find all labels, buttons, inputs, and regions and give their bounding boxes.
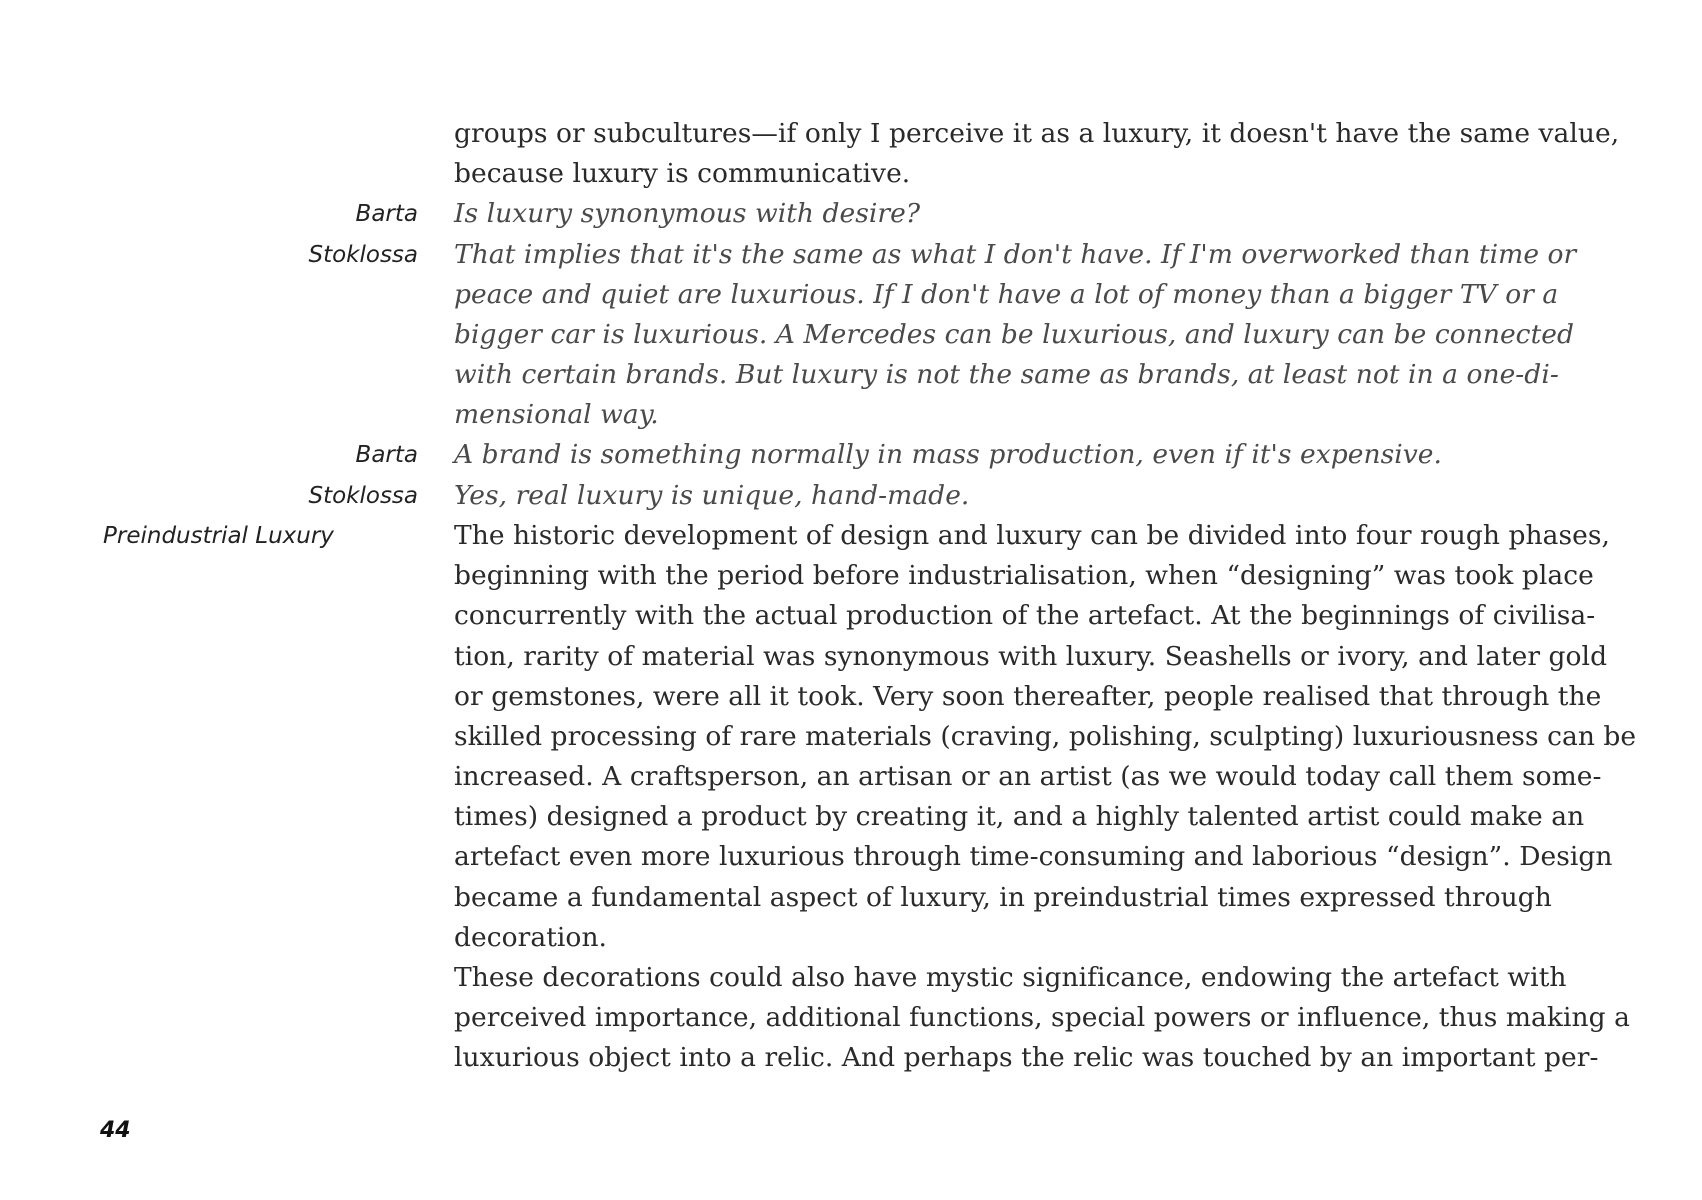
- body-line: times) designed a product by creating it, and a highly talented artist could make an: [454, 801, 1585, 832]
- dialogue-line: Yes, real luxury is unique, hand-made.: [454, 480, 970, 511]
- body-line: luxurious object into a relic. And perhaps the relic was touched by an important per-: [454, 1042, 1599, 1073]
- body-line: perceived importance, additional functions, special powers or influence, thus making a: [454, 1002, 1630, 1033]
- speaker-label: Stoklossa: [308, 483, 418, 509]
- body-line: skilled processing of rare materials (craving, polishing, sculpting) luxuriousness can be: [454, 721, 1637, 752]
- dialogue-line: A brand is something normally in mass production, even if it's expensive.: [454, 439, 1442, 470]
- intro-line: because luxury is communicative.: [454, 158, 911, 189]
- dialogue-line: with certain brands. But luxury is not the same as brands, at least not in a one-di-: [454, 359, 1559, 390]
- body-line: tion, rarity of material was synonymous with luxury. Seashells or ivory, and later gold: [454, 641, 1608, 672]
- dialogue-line: Is luxury synonymous with desire?: [454, 198, 921, 229]
- body-line: or gemstones, were all it took. Very soon thereafter, people realised that through the: [454, 681, 1602, 712]
- body-line: decoration.: [454, 922, 608, 953]
- body-line: became a fundamental aspect of luxury, in preindustrial times expressed through: [454, 882, 1552, 913]
- body-line: These decorations could also have mystic significance, endowing the artefact with: [454, 962, 1567, 993]
- body-line: artefact even more luxurious through time-consuming and laborious “design”. Design: [454, 841, 1613, 872]
- body-line: beginning with the period before industrialisation, when “designing” was took place: [454, 560, 1594, 591]
- page-number: 44: [100, 1118, 131, 1143]
- intro-line: groups or subcultures—if only I perceive it as a luxury, it doesn't have the same value,: [454, 118, 1620, 149]
- section-label: Preindustrial Luxury: [103, 523, 334, 549]
- dialogue-line: That implies that it's the same as what I don't have. If I'm overworked than time or: [454, 239, 1577, 270]
- body-line: concurrently with the actual production of the artefact. At the beginnings of civilisa-: [454, 600, 1596, 631]
- dialogue-line: mensional way.: [454, 399, 659, 430]
- speaker-label: Barta: [355, 201, 418, 227]
- dialogue-line: peace and quiet are luxurious. If I don't have a lot of money than a bigger TV or a: [454, 279, 1559, 310]
- body-line: increased. A craftsperson, an artisan or an artist (as we would today call them some-: [454, 761, 1602, 792]
- body-line: The historic development of design and luxury can be divided into four rough phases,: [454, 520, 1610, 551]
- speaker-label: Stoklossa: [308, 242, 418, 268]
- speaker-label: Barta: [355, 442, 418, 468]
- dialogue-line: bigger car is luxurious. A Mercedes can be luxurious, and luxury can be connected: [454, 319, 1575, 350]
